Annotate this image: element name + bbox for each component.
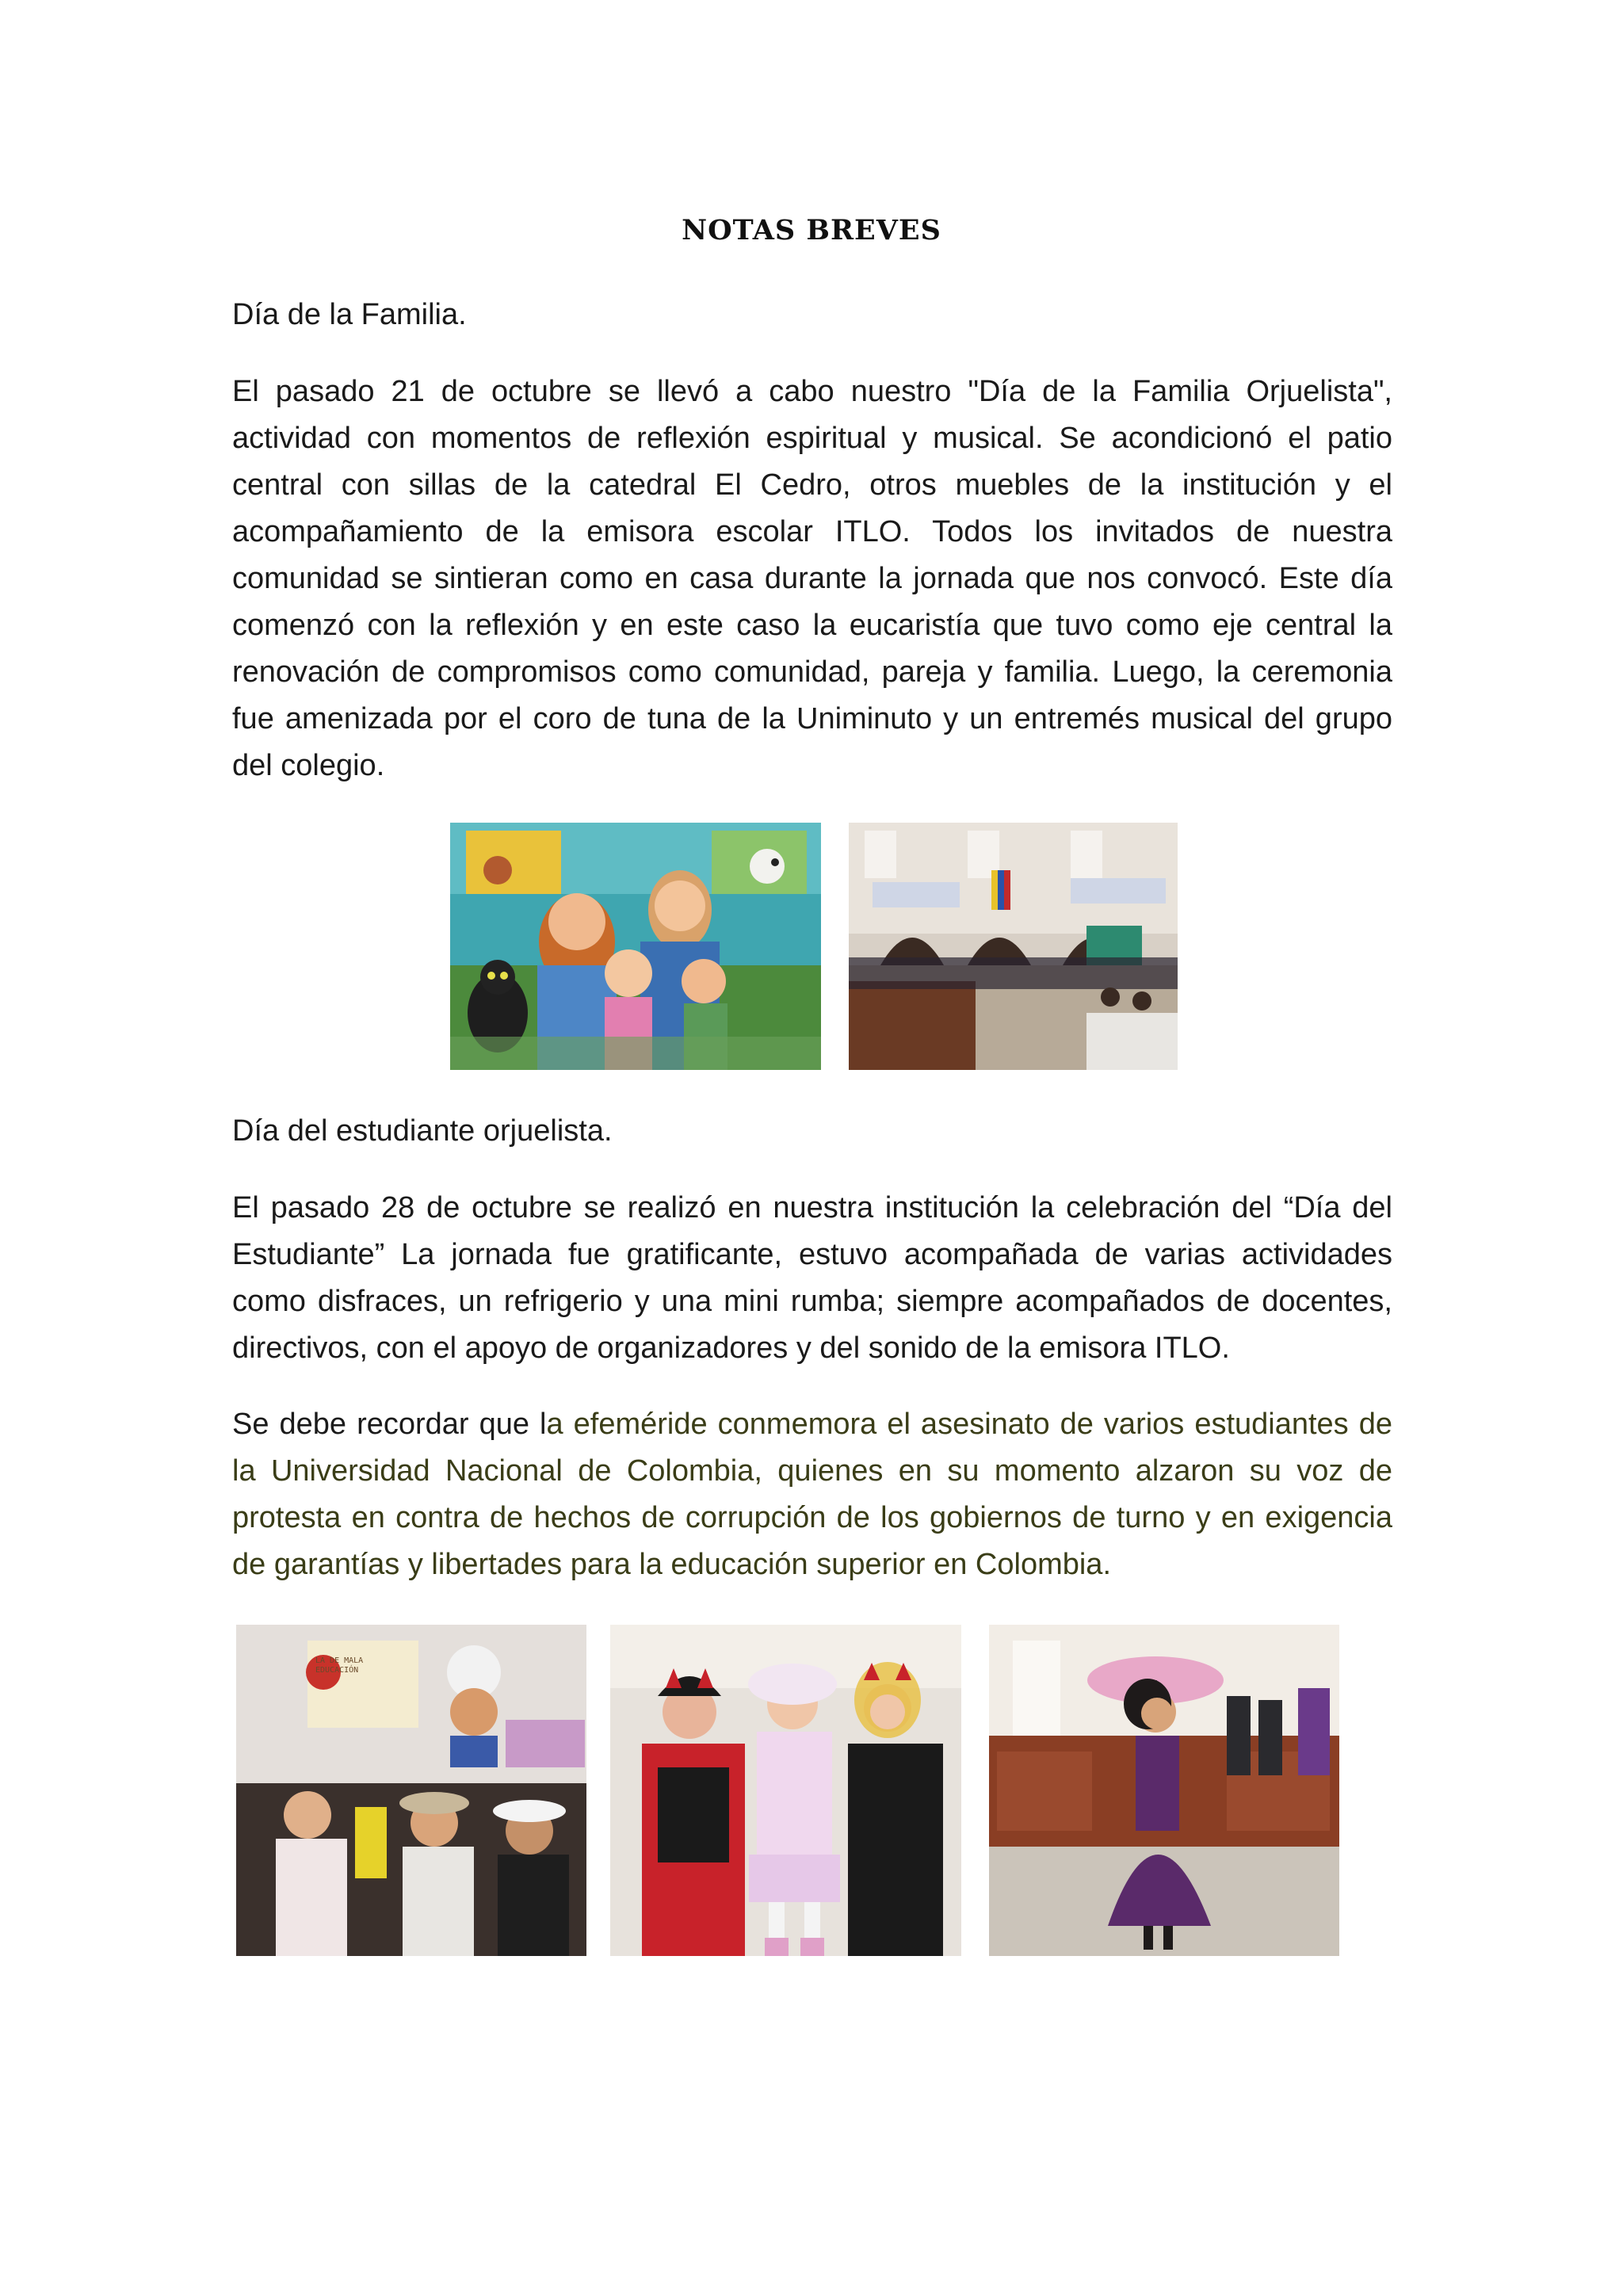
costumed-student-photo-3 [989, 1625, 1339, 1956]
page-title: NOTAS BREVES [682, 214, 941, 246]
note-highlight: a efeméride conmemora el asesinato de varios estudiantes de la Universidad Nacional de Colombia, quienes en su momento alzaron su voz de protesta en contra de hechos de corrupción de los gobiernos de turno y en exigencia de garantías y libertades para la educación superior en Colombia. [232, 1408, 1392, 1581]
costumed-students-photo-1 [236, 1625, 586, 1956]
note-prefix: Se debe recordar que l [232, 1408, 547, 1441]
section-heading-estudiante: Día del estudiante orjuelista. [232, 1114, 613, 1148]
section-note-efemeride [232, 1401, 1392, 1588]
section-heading-familia: Día de la Familia. [232, 298, 467, 331]
section-body-estudiante: El pasado 28 de octubre se realizó en nuestra institución la celebración del “Día del Estudiante” La jornada fue gratificante, estuvo acompañada de varias actividades como disfraces, un refrigerio y una mini rumba; siempre acompañados de docentes, directivos, con el apoyo de organizadores y del sonido de la emisora ITLO. [232, 1191, 1392, 1365]
section-body-familia: El pasado 21 de octubre se llevó a cabo nuestro "Día de la Familia Orjuelista", actividad con momentos de reflexión espiritual y musical. Se acondicionó el patio central con sillas de la catedral El Cedro, otros muebles de la institución y el acompañamiento de la emisora escolar ITLO. Todos los invitados de nuestra comunidad se sintieran como en casa durante la jornada que nos convocó. Este día comenzó con la reflexión y en este caso la eucaristía que tuvo como eje central la renovación de compromisos como comunidad, pareja y familia. Luego, la ceremonia fue amenizada por el coro de tuna de la Uniminuto y un entremés musical del grupo del colegio. [232, 375, 1392, 782]
family-illustration-image [450, 823, 821, 1070]
costumed-students-photo-2 [610, 1625, 961, 1956]
family-day-patio-photo [849, 823, 1178, 1070]
poster-text: LA DE MALA EDUCACIÓN [315, 1656, 364, 1675]
